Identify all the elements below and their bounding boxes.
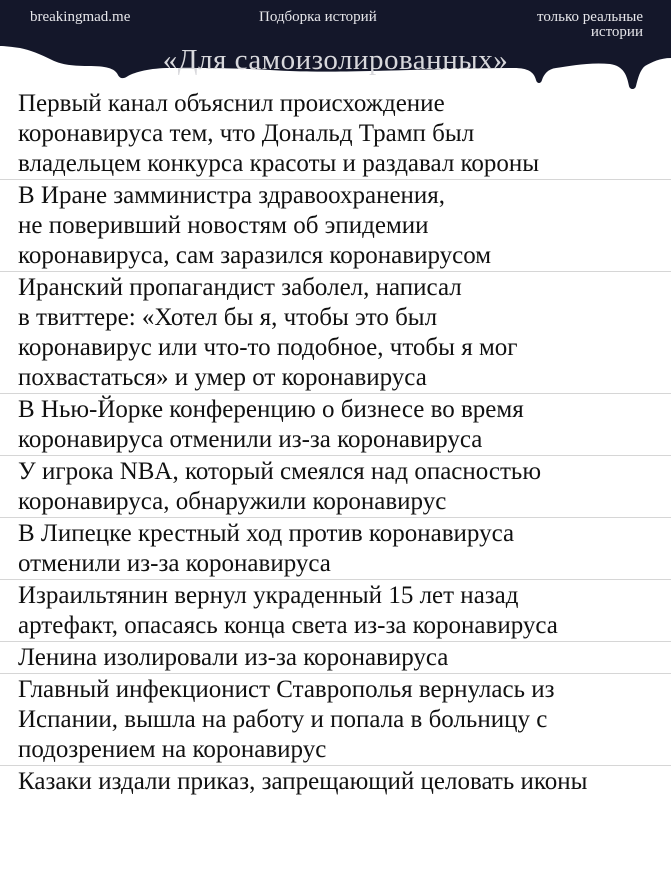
story-item	[0, 272, 671, 394]
story-line: Ленина изолировали из-за коронавируса	[18, 644, 449, 671]
story-line: Казаки издали приказ, запрещающий целовать иконы	[18, 768, 588, 795]
story-item	[0, 180, 671, 272]
page-title: «Для самоизолированных»	[162, 44, 509, 76]
story-line: похвастаться» и умер от коронавируса	[18, 364, 427, 391]
story-line: У игрока NBA, который смеялся над опасностью	[18, 458, 541, 485]
story-item	[0, 766, 671, 797]
story-line: В Липецке крестный ход против коронавируса	[18, 520, 515, 547]
story-list	[0, 88, 671, 797]
story-item	[0, 394, 671, 456]
story-line: В Иране замминистра здравоохранения,	[18, 182, 446, 209]
story-item	[0, 642, 671, 674]
story-line: артефакт, опасаясь конца света из-за коронавируса	[18, 612, 558, 639]
story-line: Главный инфекционист Ставрополья вернулась из	[18, 676, 555, 703]
story-line: Израильтянин вернул украденный 15 лет назад	[18, 582, 519, 609]
story-line: подозрением на коронавирус	[18, 736, 327, 763]
story-line: не поверивший новостям об эпидемии	[18, 212, 429, 239]
story-line: коронавируса отменили из-за коронавируса	[18, 426, 483, 453]
story-item	[0, 674, 671, 766]
story-line: в твиттере: «Хотел бы я, чтобы это был	[18, 304, 438, 331]
tagline: только реальные истории	[537, 9, 643, 40]
story-line: владельцем конкурса красоты и раздавал короны	[18, 150, 540, 177]
story-line: коронавируса, сам заразился коронавирусом	[18, 242, 492, 269]
story-item	[0, 580, 671, 642]
story-line: отменили из-за коронавируса	[18, 550, 331, 577]
story-line: Иранский пропагандист заболел, написал	[18, 274, 462, 301]
story-line: Первый канал объяснил происхождение	[18, 90, 445, 117]
story-line: коронавируса, обнаружили коронавирус	[18, 488, 447, 515]
story-line: коронавирус или что-то подобное, чтобы я мог	[18, 334, 518, 361]
story-item	[0, 456, 671, 518]
story-item	[0, 518, 671, 580]
story-line: Испании, вышла на работу и попала в больницу с	[18, 706, 548, 733]
site-name: breakingmad.me	[30, 9, 131, 25]
story-line: В Нью-Йорке конференцию о бизнесе во время	[18, 396, 524, 423]
story-line: коронавируса тем, что Дональд Трамп был	[18, 120, 475, 147]
story-item	[0, 88, 671, 180]
section-label: Подборка историй	[259, 9, 377, 25]
